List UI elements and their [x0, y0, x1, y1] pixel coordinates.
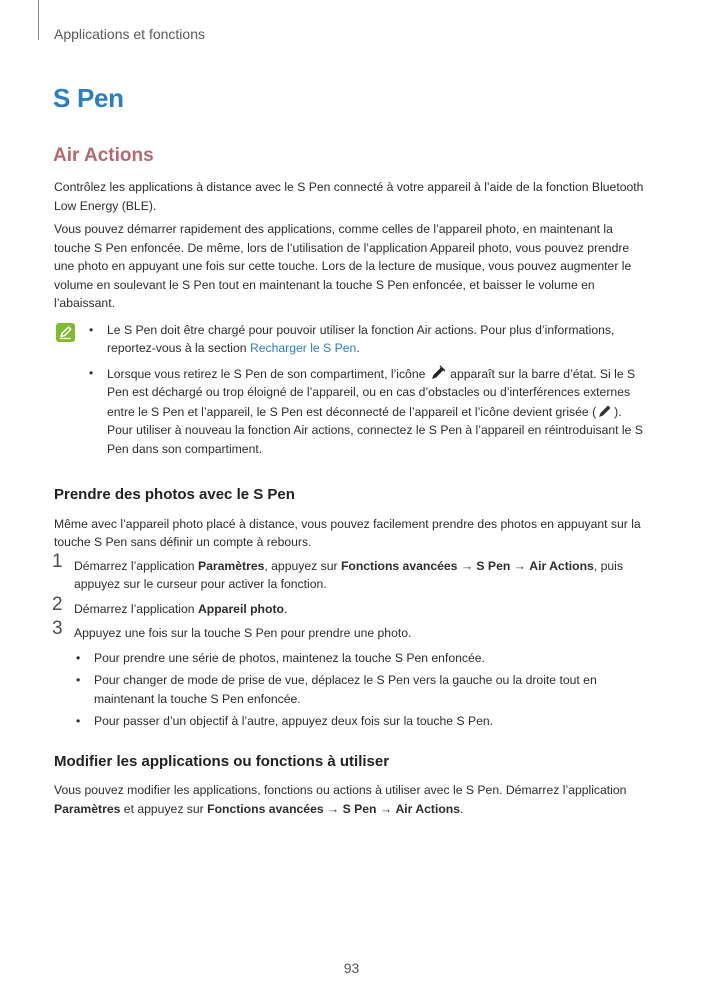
air-actions-heading: Air Actions	[53, 145, 154, 166]
page-title: S Pen	[53, 83, 124, 113]
step-number: 2	[52, 593, 63, 615]
page-number: 93	[343, 960, 360, 976]
bullet-dot: •	[76, 714, 81, 728]
step3-sub-lens: • Pour passer d’un objectif à l’autre, appuyez deux fois sur la touche S Pen.	[54, 712, 649, 731]
step-number: 3	[52, 618, 63, 639]
step-1: 1 Démarrez l’application Paramètres, appuyez sur Fonctions avancées → S Pen → Air Actions, puis appuyez sur le curseur pour activer la fonction.	[52, 550, 623, 591]
step-2: 2 Démarrez l’application Appareil photo.	[52, 593, 288, 616]
note-pencil-icon	[56, 323, 75, 342]
bullet-dot: •	[89, 365, 94, 380]
bullet-dot: •	[89, 322, 94, 337]
note-item-charge: • Le S Pen doit être chargé pour pouvoir utiliser la fonction Air actions. Pour plus d’informations, reportez-vous à la section Recharger le S Pen.	[89, 322, 615, 355]
step-number: 1	[52, 550, 63, 572]
header-rule	[38, 0, 39, 40]
spen-disconnected-icon	[596, 402, 614, 420]
step3-sub-burst: • Pour prendre une série de photos, maintenez la touche S Pen enfoncée.	[54, 649, 649, 668]
photos-intro: Même avec l’appareil photo placé à distance, vous pouvez facilement prendre des photos en appuyant sur la touche S Pen sans définir un compte à rebours.	[54, 516, 641, 549]
note-box	[54, 321, 649, 459]
bullet-dot: •	[76, 673, 81, 687]
step3-sub-mode: • Pour changer de mode de prise de vue, déplacez le S Pen vers la gauche ou la droite tout en maintenant la touche S Pen enfoncée.	[76, 673, 597, 706]
step-3: 3 Appuyez une fois sur la touche S Pen pour prendre une photo.	[52, 618, 412, 640]
bullet-dot: •	[76, 650, 81, 665]
modify-heading: Modifier les applications ou fonctions à utiliser	[54, 752, 390, 770]
photos-heading: Prendre des photos avec le S Pen	[54, 486, 295, 503]
modify-text: Vous pouvez modifier les applications, fonctions ou actions à utiliser avec le S Pen. Démarrez l’application Paramètres et appuyez sur Fonctions avancées → S Pen → Air Actions.	[54, 783, 627, 816]
air-actions-intro: Contrôlez les applications à distance avec le S Pen connecté à votre appareil à l’aide de la fonction Bluetooth Low Energy (BLE).	[54, 180, 644, 213]
main-content	[54, 178, 649, 823]
note-item-status-icon: • Lorsque vous retirez le S Pen de son compartiment, l’icône apparaît sur la barre d’état. Si le S Pen est déchargé ou trop éloigné de l’appareil, ou en cas d’obstacles ou d’interférences externes entre le S Pen et l’appareil, le S Pen est déconnecté de l’appareil et l’icône devient grisée ( ). Pour utiliser à nouveau la fonction Air actions, connectez le S Pen à l’appareil en réintroduisant le S Pen dans son compartiment.	[89, 365, 643, 456]
section-header: Applications et fonctions	[54, 26, 205, 42]
spen-icon	[429, 364, 447, 382]
air-actions-description: Vous pouvez démarrer rapidement des applications, comme celles de l’appareil photo, en maintenant la touche S Pen enfoncée. De même, lors de l’utilisation de l’application Appareil photo, vous pouvez prendre une photo en appuyant une fois sur cette touche. Lors de la lecture de musique, vous pouvez augmenter le volume en soulevant le S Pen tout en maintenant la touche S Pen enfoncée, et baisser le volume en l’abaissant.	[54, 222, 632, 310]
recharge-spen-link[interactable]: Recharger le S Pen	[249, 341, 357, 355]
